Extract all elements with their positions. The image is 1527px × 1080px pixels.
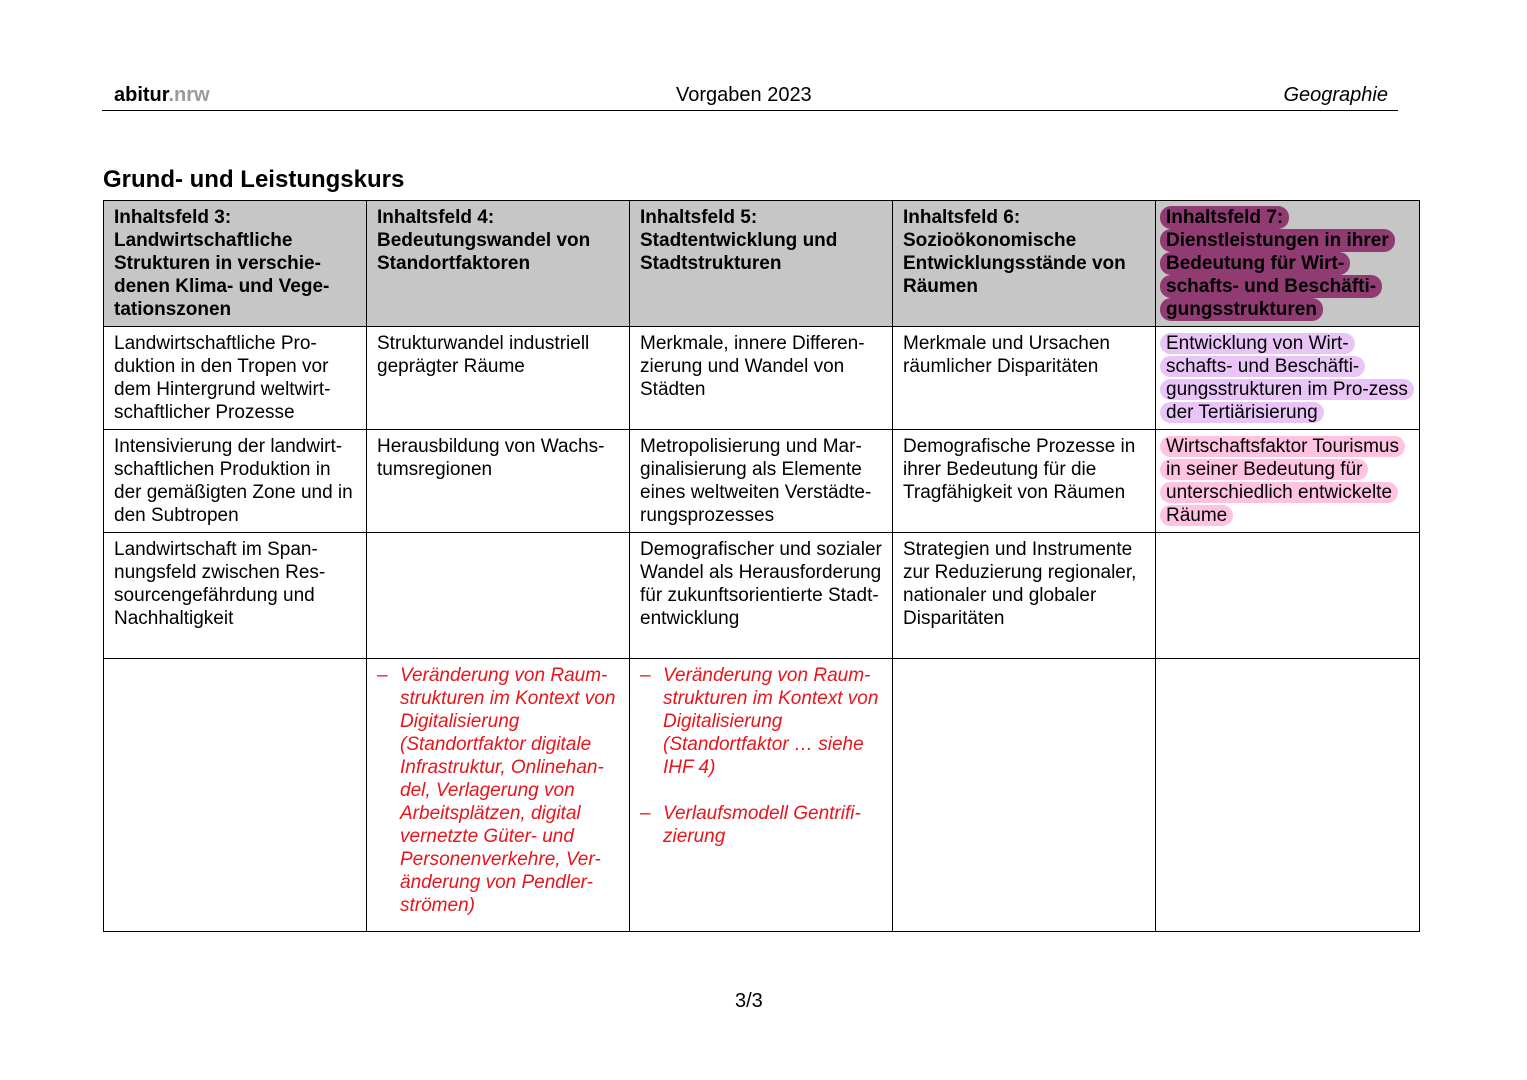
brand-logo [114, 84, 210, 107]
table-row [104, 327, 1420, 430]
table-cell [1156, 430, 1420, 533]
column-title: Inhaltsfeld 5: [640, 207, 758, 228]
table-cell [1156, 533, 1420, 659]
table-cell: Demografische Prozesse in ihrer Bedeutung für die Tragfähigkeit von Räumen [893, 430, 1156, 533]
column-subtitle [1166, 229, 1410, 321]
addition-text: Veränderung von Raum-strukturen im Kontext von Digitalisierung (Standortfaktor … siehe IHF 4) [663, 665, 879, 778]
dash-bullet-icon: – [640, 665, 651, 686]
table-cell: Landwirtschaftliche Pro-duktion in den Tropen vor dem Hintergrund weltwirt-schaftlicher Prozesse [104, 327, 367, 430]
header-cell-inhaltsfeld-7 [1156, 201, 1420, 327]
header-cell-inhaltsfeld-6 [893, 201, 1156, 327]
table-cell: Strategien und Instrumente zur Reduzierung regionaler, nationaler und globaler Disparitäten [893, 533, 1156, 659]
table-cell: Landwirtschaft im Span-nungsfeld zwischen Res-sourcengefährdung und Nachhaltigkeit [104, 533, 367, 659]
column-subtitle: Sozioökonomische Entwicklungsstände von Räumen [903, 230, 1126, 297]
page-header [102, 84, 1398, 111]
section-title: Grund- und Leistungskurs [103, 166, 405, 193]
column-title: Inhaltsfeld 6: [903, 207, 1021, 228]
table-cell [893, 659, 1156, 932]
addition-text: Veränderung von Raum-strukturen im Kontext von Digitalisierung (Standortfaktor digitale Infrastruktur, Onlinehan-del, Verlagerung von Arbeitsplätzen, digital vernetzte Güter- und Personenverkehre, Ver-änderung von Pendler-strömen) [400, 665, 616, 916]
dash-bullet-icon: – [377, 665, 388, 686]
column-title: Inhaltsfeld 3: [114, 207, 232, 228]
table-cell: Strukturwandel industriell geprägter Räume [367, 327, 630, 430]
table-cell: Merkmale und Ursachen räumlicher Disparitäten [893, 327, 1156, 430]
highlight-lilac: Entwicklung von Wirt-schafts- und Beschäfti-gungsstrukturen im Pro-zess der Tertiärisierung [1160, 333, 1414, 423]
dash-bullet-icon: – [640, 803, 651, 824]
addition-text: Verlaufsmodell Gentrifi-zierung [663, 803, 861, 847]
additions-list [640, 664, 883, 848]
list-item [640, 664, 883, 779]
table-cell: Intensivierung der landwirt-schaftlichen Produktion in der gemäßigten Zone und in den Subtropen [104, 430, 367, 533]
page-number: 3/3 [735, 990, 763, 1012]
table-cell [1156, 327, 1420, 430]
highlight-dark: Dienstleistungen in ihrer Bedeutung für Wirt-schafts- und Beschäfti-gungsstrukturen [1160, 229, 1395, 321]
table-cell: Herausbildung von Wachs-tumsregionen [367, 430, 630, 533]
list-item [640, 802, 883, 848]
column-subtitle: Stadtentwicklung und Stadtstrukturen [640, 230, 838, 274]
table-header-row [104, 201, 1420, 327]
table-cell-additions [630, 659, 893, 932]
header-cell-inhaltsfeld-5 [630, 201, 893, 327]
table-cell [367, 533, 630, 659]
table-cell: Metropolisierung und Mar-ginalisierung als Elemente eines weltweiten Verstädte-rungsprozesses [630, 430, 893, 533]
header-cell-inhaltsfeld-3 [104, 201, 367, 327]
table-row [104, 430, 1420, 533]
brand-tld: .nrw [168, 84, 210, 106]
header-cell-inhaltsfeld-4 [367, 201, 630, 327]
table-cell-additions [367, 659, 630, 932]
additions-list [377, 664, 620, 917]
table-cell: Merkmale, innere Differen-zierung und Wandel von Städten [630, 327, 893, 430]
header-subject: Geographie [1283, 84, 1388, 106]
table-row [104, 533, 1420, 659]
table-cell [104, 659, 367, 932]
column-subtitle: Landwirtschaftliche Strukturen in verschie-denen Klima- und Vege-tationszonen [114, 230, 330, 320]
highlight-dark: Inhaltsfeld 7: [1160, 206, 1289, 229]
list-item [377, 664, 620, 917]
column-subtitle: Bedeutungswandel von Standortfaktoren [377, 230, 591, 274]
brand-main: abitur [114, 84, 169, 106]
table-cell: Demografischer und sozialer Wandel als Herausforderung für zukunftsorientierte Stadt-entwicklung [630, 533, 893, 659]
column-title: Inhaltsfeld 4: [377, 207, 495, 228]
table-cell [1156, 659, 1420, 932]
table-row-additions [104, 659, 1420, 932]
header-title: Vorgaben 2023 [676, 84, 812, 106]
highlight-pink: Wirtschaftsfaktor Tourismus in seiner Bedeutung für unterschiedlich entwickelte Räume [1160, 436, 1405, 526]
column-title [1166, 206, 1410, 229]
content-table [103, 200, 1420, 932]
